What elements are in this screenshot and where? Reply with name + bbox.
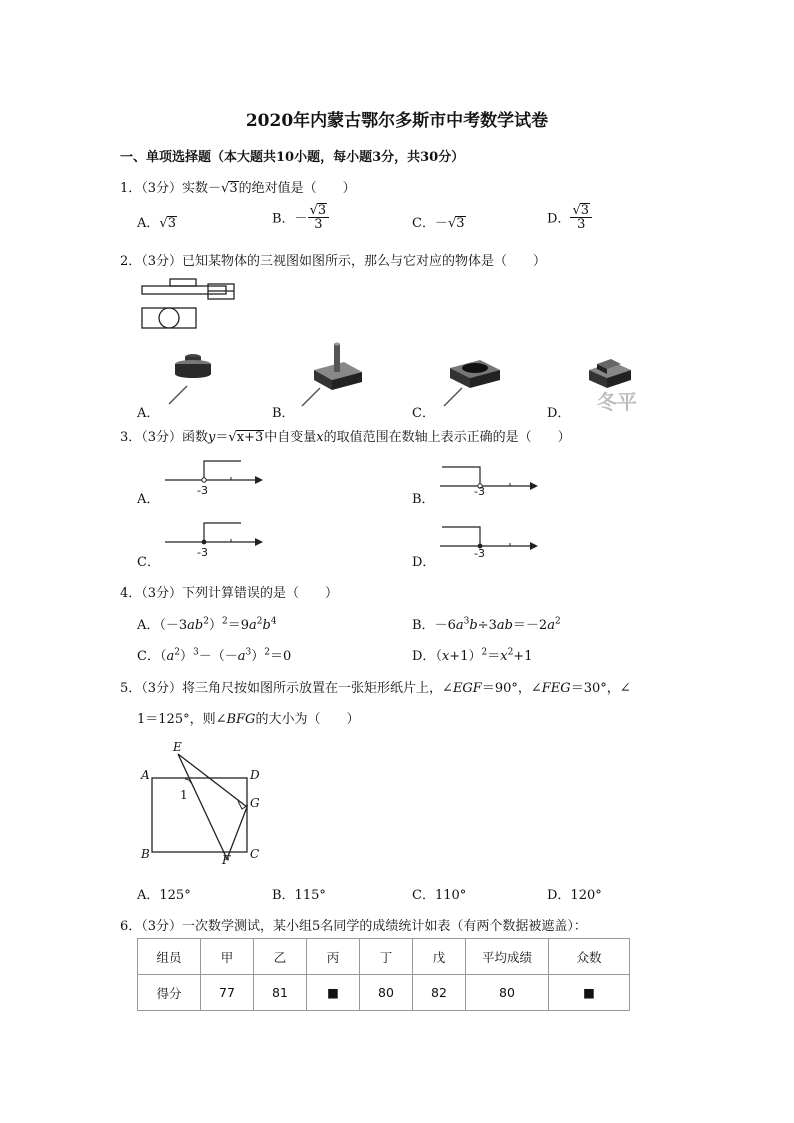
table-cell: 82	[413, 975, 466, 1011]
q4-option-c[interactable]: C．$(a^2)^3-(-a^3)^2=0$	[137, 647, 292, 664]
sqrt-symbol: √	[447, 216, 457, 231]
section-heading: 一、单项选择题（本大题共10小题，每小题3分，共30分）	[120, 150, 465, 165]
table-header-row	[138, 939, 630, 975]
question-5-line-1: 5．（3分）将三角尺按如图所示放置在一张矩形纸片上，∠EGF＝90°，∠FEG＝30°，∠	[120, 681, 631, 696]
table-cell: 80	[360, 975, 413, 1011]
q1-option-d[interactable]	[547, 203, 592, 231]
q1-opt-d-radicand: 3	[580, 203, 590, 218]
question-5-line-2: 1＝125°，则∠BFG的大小为（ ）	[137, 712, 360, 727]
table-cell: 81	[254, 975, 307, 1011]
q2-option-c[interactable]: C．	[412, 406, 435, 421]
question-1-stem	[120, 177, 356, 196]
number-line-d	[438, 522, 538, 554]
q5-option-a[interactable]: A．125°	[137, 888, 191, 903]
side-view	[206, 282, 236, 302]
q1-text-b: 的绝对值是（ ）	[238, 181, 356, 196]
q1-opt-b-fraction	[308, 203, 330, 231]
label-f: F	[222, 853, 231, 867]
sqrt-symbol: √	[228, 430, 237, 445]
table-header-cell: 乙	[254, 939, 307, 975]
q1-option-a[interactable]	[137, 212, 177, 231]
q5-geometry-figure	[138, 737, 268, 867]
score-table	[137, 938, 630, 1011]
solid-b-figure	[300, 340, 370, 408]
table-header-cell: 众数	[549, 939, 630, 975]
sqrt-symbol: √	[309, 203, 318, 218]
q3-text-c: 的取值范围在数轴上表示正确的是（ ）	[323, 430, 571, 445]
q1-opt-d-label: D．	[547, 211, 571, 227]
watermark: 冬平	[597, 390, 637, 414]
q2-option-a[interactable]: A．	[137, 406, 160, 421]
solid-a-figure	[165, 350, 225, 408]
table-header-cell: 丁	[360, 939, 413, 975]
q2-option-d[interactable]: D．	[547, 406, 571, 421]
q3-option-a[interactable]: A．	[137, 492, 160, 507]
q4-option-a[interactable]: A．$(-3ab^2)^2=9a^2b^4$	[137, 616, 277, 633]
label-a: A	[141, 768, 150, 782]
number-line-c	[163, 518, 263, 552]
q3-option-d[interactable]: D．	[412, 555, 436, 570]
q3-text-b: 中自变量	[264, 430, 317, 445]
label-c: C	[250, 847, 260, 861]
question-4-stem: 4．（3分）下列计算错误的是（ ）	[120, 586, 339, 601]
triangle-efg	[178, 754, 247, 859]
table-cell-masked: ■	[549, 975, 630, 1011]
q1-opt-a-label: A．	[137, 216, 160, 231]
q4-option-b[interactable]: B．$-6a^3b\div 3ab=-2a^2$	[412, 616, 561, 633]
q1-option-c[interactable]	[412, 212, 466, 231]
tick-label-a: -3	[197, 484, 208, 497]
table-header-cell: 平均成绩	[466, 939, 549, 975]
number-line-a	[163, 456, 263, 500]
top-view-circle	[159, 308, 179, 328]
front-view-top	[170, 279, 196, 286]
q3-equals: ＝	[215, 430, 229, 445]
q1-opt-d-fraction	[570, 203, 592, 231]
tick-label-d: -3	[474, 547, 485, 560]
label-angle-1: 1	[180, 788, 188, 802]
q3-text-a: 3．（3分）函数	[120, 430, 209, 445]
label-d: D	[250, 768, 260, 782]
label-e: E	[173, 740, 182, 754]
top-view-rect	[142, 308, 196, 328]
q5-option-b[interactable]: B．115°	[272, 888, 326, 903]
number-line-b	[438, 462, 538, 498]
table-cell: 80	[466, 975, 549, 1011]
q5-option-d[interactable]: D．120°	[547, 888, 602, 903]
question-3-stem	[120, 426, 571, 445]
table-header-cell: 甲	[201, 939, 254, 975]
table-cell-masked: ■	[307, 975, 360, 1011]
tick-label-b: -3	[474, 485, 485, 498]
q1-radicand: 3	[229, 181, 238, 196]
q3-option-b[interactable]: B．	[412, 492, 435, 507]
q3-radicand: x+3	[236, 430, 264, 445]
q5-option-c[interactable]: C．110°	[412, 888, 467, 903]
q1-opt-a-radicand: 3	[167, 216, 176, 231]
table-row	[138, 975, 630, 1011]
q4-option-d[interactable]: D．$(x+1)^2=x^2+1$	[412, 647, 533, 664]
q1-opt-b-label: B．－	[272, 211, 308, 227]
table-cell: 得分	[138, 975, 201, 1011]
sqrt-symbol: √	[159, 216, 168, 231]
q1-text-a: 1．（3分）实数－	[120, 181, 222, 196]
question-2-stem: 2．（3分）已知某物体的三视图如图所示，那么与它对应的物体是（ ）	[120, 254, 547, 269]
q1-opt-b-denominator: 3	[314, 217, 323, 232]
label-b: B	[141, 847, 150, 861]
q1-opt-c-radicand: 3	[456, 216, 465, 231]
q1-opt-b-radicand: 3	[317, 203, 327, 218]
q1-option-b[interactable]	[272, 203, 329, 231]
rectangle-abcd	[152, 778, 247, 852]
solid-c-figure	[440, 350, 510, 408]
q2-option-b[interactable]: B．	[272, 406, 295, 421]
label-g: G	[250, 796, 260, 810]
table-header-cell: 组员	[138, 939, 201, 975]
table-header-cell: 丙	[307, 939, 360, 975]
q1-opt-c-label: C．－	[412, 216, 448, 231]
q3-var-x: x	[316, 430, 324, 445]
paper-title: 2020年内蒙古鄂尔多斯市中考数学试卷	[245, 111, 549, 131]
table-cell: 77	[201, 975, 254, 1011]
q3-var-y: y	[208, 430, 216, 445]
q1-opt-d-denominator: 3	[577, 217, 586, 232]
sqrt-symbol: √	[572, 203, 581, 218]
sqrt-symbol: √	[221, 181, 230, 196]
question-6-stem: 6．（3分）一次数学测试，某小组5名同学的成绩统计如表（有两个数据被遮盖）：	[120, 919, 587, 934]
q3-option-c[interactable]: C．	[137, 555, 160, 570]
table-header-cell: 戊	[413, 939, 466, 975]
tick-label-c: -3	[197, 546, 208, 559]
